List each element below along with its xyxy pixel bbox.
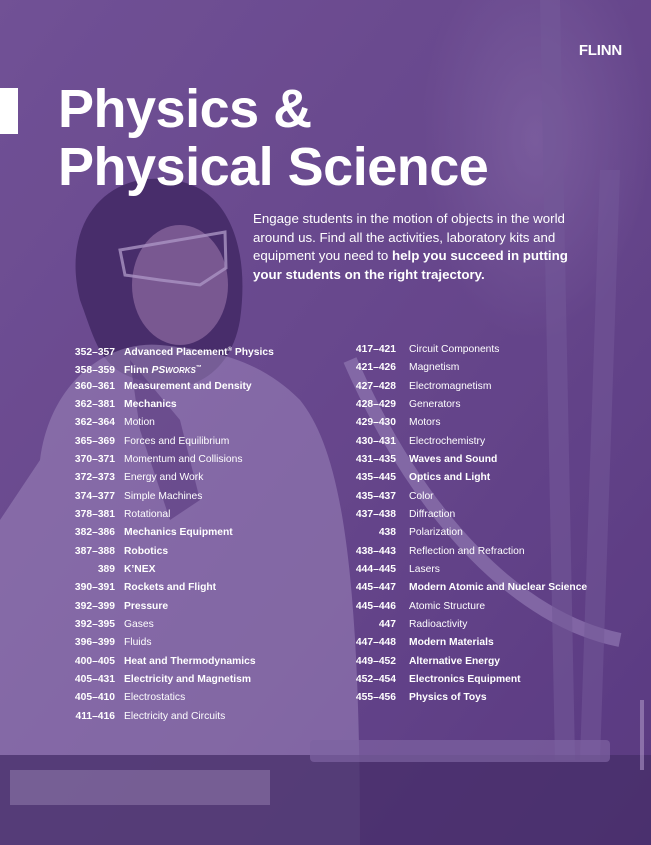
toc-page-range: 449–452 xyxy=(355,655,396,667)
toc-page-range: 427–428 xyxy=(355,380,396,392)
toc-page-range: 455–456 xyxy=(355,692,396,704)
toc-topic-text: Motors xyxy=(409,417,441,429)
toc-entry xyxy=(318,634,587,652)
toc-topic-text: Rockets and Flight xyxy=(124,582,217,594)
intro-paragraph xyxy=(253,210,583,284)
toc-page-range: 447–448 xyxy=(355,637,396,649)
toc-page-range: 447 xyxy=(378,618,396,630)
toc-topic-label xyxy=(124,381,252,392)
toc-entry xyxy=(318,579,587,597)
toc-entry xyxy=(318,616,587,634)
toc-page-range: 445–446 xyxy=(355,600,396,612)
toc-topic-smallcaps: WORKS xyxy=(165,366,196,376)
toc-entry xyxy=(38,488,274,506)
flinn-logo: FLINN xyxy=(578,42,622,59)
toc-topic-label xyxy=(409,362,459,373)
toc-topic-text: Electricity and Magnetism xyxy=(124,673,252,685)
toc-topic-text: Heat and Thermodynamics xyxy=(124,655,256,667)
toc-topic-text: Magnetism xyxy=(409,362,460,374)
intro-text: Engage students in the motion of objects in the world around us. Find all the activities, laboratory kits and equipment you need to xyxy=(253,211,565,263)
toc-entry xyxy=(38,634,274,652)
toc-topic-text: Lasers xyxy=(409,563,440,575)
toc-topic-text: Color xyxy=(409,490,434,502)
toc-entry xyxy=(38,671,274,689)
toc-topic-label xyxy=(409,619,467,630)
toc-page-range: 392–395 xyxy=(74,618,115,630)
toc-topic-label xyxy=(409,454,497,465)
toc-page-range: 411–416 xyxy=(75,710,115,722)
toc-entry xyxy=(38,506,274,524)
toc-topic-label xyxy=(124,582,216,593)
toc-topic-text: Electrochemistry xyxy=(409,435,486,447)
toc-left-column xyxy=(38,341,274,726)
toc-entry xyxy=(38,543,274,561)
toc-entry xyxy=(38,579,274,597)
toc-topic-italic: PS xyxy=(151,365,166,377)
toc-entry xyxy=(38,433,274,451)
toc-page-range: 417–421 xyxy=(355,344,396,355)
toc-topic-label xyxy=(409,582,587,593)
toc-topic-text: Optics and Light xyxy=(409,472,491,484)
toc-page-range: 435–445 xyxy=(355,472,396,484)
toc-topic-text: Atomic Structure xyxy=(409,600,486,612)
toc-entry xyxy=(318,671,587,689)
toc-topic-text: Modern Materials xyxy=(409,637,494,649)
toc-topic-text: Waves and Sound xyxy=(409,453,498,465)
toc-topic-label xyxy=(124,472,203,483)
toc-topic-text: Robotics xyxy=(124,545,169,557)
toc-topic-label xyxy=(409,344,499,355)
toc-topic-label xyxy=(124,436,229,447)
toc-topic-label xyxy=(124,637,151,648)
toc-entry xyxy=(38,708,274,726)
toc-topic-label xyxy=(409,436,485,447)
page-title-line-2: Physical Science xyxy=(58,137,489,197)
toc-topic-label xyxy=(409,637,494,648)
toc-topic-label xyxy=(124,692,185,703)
toc-page-range: 435–437 xyxy=(355,490,396,502)
toc-entry xyxy=(318,653,587,671)
toc-entry xyxy=(318,469,587,487)
toc-page-range: 374–377 xyxy=(74,490,115,502)
section-tab-marker xyxy=(0,88,18,134)
toc-entry xyxy=(38,616,274,634)
toc-topic-label xyxy=(124,546,168,557)
toc-page-range: 429–430 xyxy=(355,417,396,429)
toc-page-range: 360–361 xyxy=(74,380,115,392)
toc-topic-label xyxy=(409,399,461,410)
toc-entry xyxy=(318,414,587,432)
toc-page-range: 362–364 xyxy=(74,417,115,429)
toc-topic-label xyxy=(409,656,500,667)
toc-topic-text: Electronics Equipment xyxy=(409,673,521,685)
toc-entry xyxy=(38,451,274,469)
toc-topic-text: Energy and Work xyxy=(124,472,204,484)
toc-right-column xyxy=(318,341,587,708)
toc-entry xyxy=(318,433,587,451)
toc-topic-text: Circuit Components xyxy=(409,344,500,355)
toc-topic-text: Pressure xyxy=(124,600,169,612)
toc-page-range: 358–359 xyxy=(74,365,115,377)
toc-page-range: 431–435 xyxy=(355,453,396,465)
toc-entry xyxy=(38,469,274,487)
toc-topic-text: K’NEX xyxy=(124,563,156,575)
toc-topic-label xyxy=(124,711,225,722)
toc-page-range: 352–357 xyxy=(74,347,115,358)
toc-entry xyxy=(318,378,587,396)
toc-topic-text: Rotational xyxy=(124,508,171,520)
toc-topic-label xyxy=(124,399,177,410)
toc-topic-text: Advanced Placement xyxy=(124,347,228,358)
toc-page-range: 372–373 xyxy=(74,472,115,484)
toc-page-range: 438 xyxy=(378,527,396,539)
toc-page-range: 396–399 xyxy=(74,637,115,649)
toc-entry xyxy=(318,341,587,359)
toc-topic-text: Reflection and Refraction xyxy=(409,545,525,557)
toc-page-range: 437–438 xyxy=(355,508,396,520)
toc-entry xyxy=(38,396,274,414)
toc-entry xyxy=(38,689,274,707)
toc-entry xyxy=(38,561,274,579)
toc-topic-text-after: Physics xyxy=(232,347,274,358)
toc-topic-text: Flinn xyxy=(124,365,152,377)
toc-entry xyxy=(318,488,587,506)
toc-page-range: 445–447 xyxy=(355,582,396,594)
toc-topic-label xyxy=(409,546,525,557)
toc-entry xyxy=(318,396,587,414)
toc-topic-text: Gases xyxy=(124,618,154,630)
page-title-line-1: Physics & xyxy=(58,79,312,139)
toc-topic-text: Electromagnetism xyxy=(409,380,492,392)
toc-topic-text: Electricity and Circuits xyxy=(124,710,226,722)
toc-entry xyxy=(38,359,274,377)
toc-topic-text: Mechanics Equipment xyxy=(124,527,233,539)
toc-entry xyxy=(318,506,587,524)
toc-topic-text: Fluids xyxy=(124,637,152,649)
toc-topic-superscript: ™ xyxy=(195,365,202,372)
toc-page-range: 452–454 xyxy=(355,673,396,685)
toc-entry xyxy=(318,689,587,707)
toc-entry xyxy=(318,451,587,469)
toc-entry xyxy=(38,378,274,396)
toc-topic-label xyxy=(124,365,202,376)
toc-entry xyxy=(38,598,274,616)
toc-entry xyxy=(318,524,587,542)
toc-entry xyxy=(38,341,274,359)
toc-topic-label xyxy=(124,454,242,465)
toc-page-range: 405–431 xyxy=(74,673,115,685)
toc-page-range: 387–388 xyxy=(74,545,115,557)
toc-entry xyxy=(38,524,274,542)
toc-topic-text: Diffraction xyxy=(409,508,456,520)
toc-topic-text: Simple Machines xyxy=(124,490,203,502)
toc-topic-text: Radioactivity xyxy=(409,618,468,630)
toc-page-range: 421–426 xyxy=(355,362,396,374)
toc-topic-label xyxy=(409,564,440,575)
toc-topic-label xyxy=(409,601,485,612)
toc-topic-label xyxy=(409,692,487,703)
toc-topic-text: Physics of Toys xyxy=(409,692,487,704)
toc-topic-label xyxy=(409,674,521,685)
toc-topic-text: Modern Atomic and Nuclear Science xyxy=(409,582,588,594)
toc-page-range: 428–429 xyxy=(355,398,396,410)
toc-page-range: 438–443 xyxy=(355,545,396,557)
toc-entry xyxy=(38,414,274,432)
toc-topic-label xyxy=(124,601,168,612)
toc-entry xyxy=(318,543,587,561)
toc-topic-label xyxy=(409,509,455,520)
toc-page-range: 370–371 xyxy=(74,453,115,465)
toc-page-range: 400–405 xyxy=(74,655,115,667)
intro-bold-text: help you succeed in putting your students on the right trajectory. xyxy=(253,248,568,282)
toc-topic-label xyxy=(124,564,155,575)
toc-topic-label xyxy=(124,656,256,667)
toc-topic-text: Generators xyxy=(409,398,461,410)
toc-page-range: 392–399 xyxy=(74,600,115,612)
toc-entry xyxy=(318,359,587,377)
toc-topic-text: Alternative Energy xyxy=(409,655,500,667)
toc-page-range: 389 xyxy=(97,563,115,575)
toc-page-range: 365–369 xyxy=(74,435,115,447)
toc-entry xyxy=(318,598,587,616)
toc-topic-label xyxy=(124,509,170,520)
toc-topic-text: Polarization xyxy=(409,527,463,539)
toc-topic-label xyxy=(409,527,463,538)
toc-topic-label xyxy=(124,491,202,502)
page-title xyxy=(58,80,488,196)
toc-page-range: 362–381 xyxy=(74,398,115,410)
toc-topic-label xyxy=(124,527,233,538)
toc-page-range: 378–381 xyxy=(74,508,115,520)
toc-entry xyxy=(318,561,587,579)
toc-topic-label xyxy=(409,417,440,428)
toc-topic-label xyxy=(409,381,491,392)
toc-topic-label xyxy=(124,619,154,630)
toc-page-range: 405–410 xyxy=(74,692,115,704)
toc-topic-text: Motion xyxy=(124,417,155,429)
toc-topic-superscript: ® xyxy=(227,347,233,353)
toc-topic-text: Forces and Equilibrium xyxy=(124,435,230,447)
toc-topic-text: Electrostatics xyxy=(124,692,186,704)
toc-topic-text: Mechanics xyxy=(124,398,177,410)
toc-topic-text: Measurement and Density xyxy=(124,380,252,392)
toc-topic-label xyxy=(124,417,155,428)
toc-topic-label xyxy=(124,347,274,358)
toc-topic-label xyxy=(124,674,251,685)
toc-topic-label xyxy=(409,472,490,483)
toc-page-range: 444–445 xyxy=(355,563,396,575)
toc-topic-text: Momentum and Collisions xyxy=(124,453,243,465)
toc-page-range: 382–386 xyxy=(74,527,115,539)
toc-entry xyxy=(38,653,274,671)
toc-page-range: 390–391 xyxy=(74,582,115,594)
toc-page-range: 430–431 xyxy=(355,435,396,447)
toc-topic-label xyxy=(409,491,434,502)
